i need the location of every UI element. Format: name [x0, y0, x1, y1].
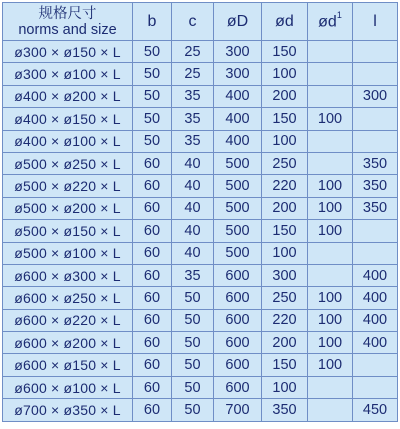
- cell-outer-diameter: 600: [214, 287, 262, 309]
- table-row: [3, 85, 398, 107]
- cell-length: [353, 41, 398, 63]
- cell-branch-diameter: [308, 63, 353, 85]
- cell-inner-diameter: 150: [262, 108, 308, 130]
- cell-size: ø500 × ø250 × L: [3, 152, 133, 174]
- header-branch-diameter-text: ød: [318, 13, 337, 31]
- cell-inner-diameter: 100: [262, 242, 308, 264]
- cell-size: ø500 × ø100 × L: [3, 242, 133, 264]
- table-body: [3, 41, 398, 422]
- cell-b: 60: [133, 309, 172, 331]
- cell-b: 60: [133, 376, 172, 398]
- cell-c: 35: [172, 108, 214, 130]
- cell-inner-diameter: 250: [262, 152, 308, 174]
- cell-branch-diameter: 100: [308, 309, 353, 331]
- cell-c: 50: [172, 332, 214, 354]
- cell-b: 60: [133, 152, 172, 174]
- cell-b: 60: [133, 175, 172, 197]
- cell-size: ø600 × ø220 × L: [3, 309, 133, 331]
- table-row: [3, 376, 398, 398]
- cell-outer-diameter: 600: [214, 332, 262, 354]
- cell-c: 35: [172, 130, 214, 152]
- cell-inner-diameter: 200: [262, 85, 308, 107]
- cell-branch-diameter: [308, 376, 353, 398]
- table-row: [3, 309, 398, 331]
- cell-outer-diameter: 600: [214, 309, 262, 331]
- cell-outer-diameter: 300: [214, 63, 262, 85]
- cell-inner-diameter: 350: [262, 399, 308, 421]
- table-row: [3, 399, 398, 421]
- cell-outer-diameter: 700: [214, 399, 262, 421]
- table-row: [3, 130, 398, 152]
- cell-inner-diameter: 200: [262, 332, 308, 354]
- header-size-english: norms and size: [18, 21, 117, 38]
- cell-size: ø300 × ø150 × L: [3, 41, 133, 63]
- cell-size: ø400 × ø200 × L: [3, 85, 133, 107]
- cell-size: ø600 × ø150 × L: [3, 354, 133, 376]
- cell-branch-diameter: [308, 41, 353, 63]
- cell-length: 400: [353, 309, 398, 331]
- cell-length: [353, 376, 398, 398]
- cell-length: 350: [353, 197, 398, 219]
- cell-branch-diameter: [308, 242, 353, 264]
- cell-outer-diameter: 600: [214, 354, 262, 376]
- cell-branch-diameter: [308, 130, 353, 152]
- cell-outer-diameter: 400: [214, 108, 262, 130]
- cell-branch-diameter: 100: [308, 175, 353, 197]
- cell-size: ø500 × ø150 × L: [3, 220, 133, 242]
- cell-inner-diameter: 300: [262, 264, 308, 286]
- cell-size: ø700 × ø350 × L: [3, 399, 133, 421]
- cell-b: 50: [133, 63, 172, 85]
- cell-branch-diameter: [308, 85, 353, 107]
- cell-inner-diameter: 150: [262, 41, 308, 63]
- table-row: [3, 152, 398, 174]
- cell-outer-diameter: 400: [214, 85, 262, 107]
- cell-inner-diameter: 150: [262, 220, 308, 242]
- cell-inner-diameter: 100: [262, 63, 308, 85]
- cell-outer-diameter: 500: [214, 152, 262, 174]
- cell-length: 350: [353, 175, 398, 197]
- cell-b: 50: [133, 85, 172, 107]
- table-row: [3, 354, 398, 376]
- header-norms-and-size: [3, 3, 133, 41]
- table-row: [3, 264, 398, 286]
- spec-table: [2, 2, 398, 422]
- table-row: [3, 220, 398, 242]
- cell-c: 50: [172, 376, 214, 398]
- cell-c: 25: [172, 41, 214, 63]
- cell-c: 50: [172, 399, 214, 421]
- table-row: [3, 108, 398, 130]
- header-length: l: [353, 3, 398, 41]
- cell-c: 25: [172, 63, 214, 85]
- header-outer-diameter: øD: [214, 3, 262, 41]
- cell-b: 60: [133, 242, 172, 264]
- cell-b: 60: [133, 287, 172, 309]
- cell-size: ø600 × ø100 × L: [3, 376, 133, 398]
- header-inner-diameter: ød: [262, 3, 308, 41]
- cell-size: ø600 × ø250 × L: [3, 287, 133, 309]
- cell-outer-diameter: 600: [214, 264, 262, 286]
- cell-length: 400: [353, 332, 398, 354]
- cell-b: 50: [133, 108, 172, 130]
- table-row: [3, 332, 398, 354]
- cell-size: ø300 × ø100 × L: [3, 63, 133, 85]
- cell-size: ø400 × ø100 × L: [3, 130, 133, 152]
- cell-c: 40: [172, 152, 214, 174]
- cell-branch-diameter: [308, 399, 353, 421]
- cell-length: 450: [353, 399, 398, 421]
- cell-branch-diameter: 100: [308, 220, 353, 242]
- cell-b: 50: [133, 41, 172, 63]
- table-row: [3, 63, 398, 85]
- cell-size: ø500 × ø200 × L: [3, 197, 133, 219]
- cell-b: 60: [133, 399, 172, 421]
- cell-c: 50: [172, 309, 214, 331]
- cell-c: 50: [172, 287, 214, 309]
- cell-size: ø600 × ø300 × L: [3, 264, 133, 286]
- cell-c: 35: [172, 85, 214, 107]
- cell-c: 40: [172, 242, 214, 264]
- cell-branch-diameter: 100: [308, 197, 353, 219]
- cell-length: [353, 354, 398, 376]
- cell-length: 300: [353, 85, 398, 107]
- table-row: [3, 197, 398, 219]
- cell-length: [353, 108, 398, 130]
- cell-b: 60: [133, 354, 172, 376]
- cell-outer-diameter: 300: [214, 41, 262, 63]
- cell-size: ø600 × ø200 × L: [3, 332, 133, 354]
- cell-inner-diameter: 100: [262, 130, 308, 152]
- cell-outer-diameter: 500: [214, 197, 262, 219]
- header-branch-diameter: [308, 3, 353, 41]
- cell-outer-diameter: 500: [214, 242, 262, 264]
- cell-length: 400: [353, 264, 398, 286]
- table-row: [3, 287, 398, 309]
- cell-branch-diameter: 100: [308, 354, 353, 376]
- cell-size: ø400 × ø150 × L: [3, 108, 133, 130]
- cell-b: 60: [133, 197, 172, 219]
- cell-length: [353, 130, 398, 152]
- table-row: [3, 242, 398, 264]
- header-size-chinese: 规格尺寸: [38, 5, 97, 22]
- cell-length: 400: [353, 287, 398, 309]
- table-header-row: [3, 3, 398, 41]
- cell-inner-diameter: 100: [262, 376, 308, 398]
- cell-b: 60: [133, 332, 172, 354]
- cell-outer-diameter: 500: [214, 220, 262, 242]
- cell-inner-diameter: 250: [262, 287, 308, 309]
- cell-branch-diameter: [308, 152, 353, 174]
- cell-inner-diameter: 220: [262, 175, 308, 197]
- cell-branch-diameter: 100: [308, 108, 353, 130]
- cell-branch-diameter: 100: [308, 287, 353, 309]
- cell-outer-diameter: 500: [214, 175, 262, 197]
- cell-b: 60: [133, 220, 172, 242]
- cell-outer-diameter: 400: [214, 130, 262, 152]
- cell-c: 40: [172, 220, 214, 242]
- table-row: [3, 175, 398, 197]
- header-branch-diameter-sup: 1: [336, 9, 342, 20]
- cell-c: 50: [172, 354, 214, 376]
- cell-length: 350: [353, 152, 398, 174]
- cell-inner-diameter: 200: [262, 197, 308, 219]
- cell-branch-diameter: 100: [308, 332, 353, 354]
- cell-inner-diameter: 150: [262, 354, 308, 376]
- cell-b: 60: [133, 264, 172, 286]
- spec-table-container: [2, 2, 397, 426]
- cell-outer-diameter: 600: [214, 376, 262, 398]
- table-row: [3, 41, 398, 63]
- cell-size: ø500 × ø220 × L: [3, 175, 133, 197]
- header-b: b: [133, 3, 172, 41]
- cell-c: 35: [172, 264, 214, 286]
- header-c: c: [172, 3, 214, 41]
- cell-c: 40: [172, 197, 214, 219]
- cell-length: [353, 63, 398, 85]
- cell-length: [353, 220, 398, 242]
- cell-b: 50: [133, 130, 172, 152]
- cell-c: 40: [172, 175, 214, 197]
- cell-branch-diameter: [308, 264, 353, 286]
- cell-inner-diameter: 220: [262, 309, 308, 331]
- cell-length: [353, 242, 398, 264]
